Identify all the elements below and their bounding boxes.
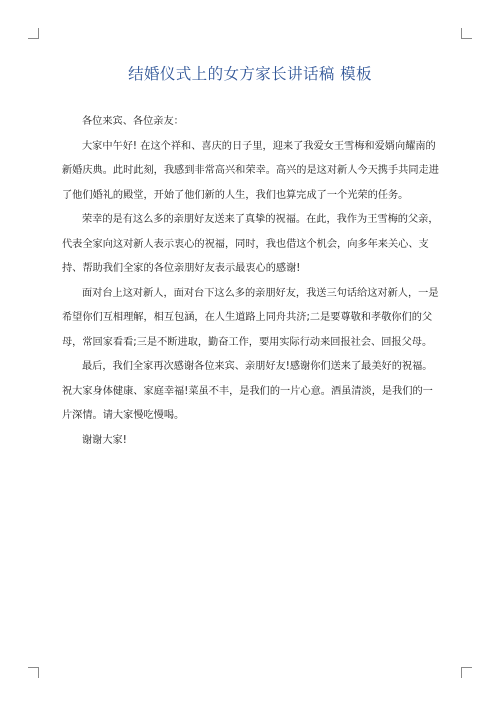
bottom-left-crop-mark [28,667,39,678]
paragraph-3: 面对台上这对新人，面对台下这么多的亲朋好友，我送三句话给这对新人，一是希望你们互相理解，相互包涵，在人生道路上同舟共济;二是要尊敬和孝敬你们的父母，常回家看看;三是不断进取，勤奋工作，要用实际行动来回报社会、回报父母。 [62,287,439,348]
document-body [62,110,442,453]
paragraph-1: 大家中午好! 在这个祥和、喜庆的日子里，迎来了我爱女王雪梅和爱婿向耀南的新婚庆典。此时此刻，我感到非常高兴和荣幸。高兴的是这对新人今天携手共同走进了他们婚礼的殿堂，开始了他们新的人生，我们也算完成了一个光荣的任务。 [62,140,439,201]
closing-line: 谢谢大家! [82,434,127,446]
top-right-crop-mark [461,28,472,39]
bottom-right-crop-mark [461,667,472,678]
paragraph-4: 最后，我们全家再次感谢各位来宾、亲朋好友!感谢你们送来了最美好的祝福。祝大家身体健康、家庭幸福!菜虽不丰，是我们的一片心意。酒虽清淡，是我们的一片深情。请大家慢吃慢喝。 [62,361,433,421]
greeting-line: 各位来宾、各位亲友： [82,116,184,127]
document-title: 结婚仪式上的女方家长讲话稿 模板 [128,65,372,83]
top-left-crop-mark [28,28,39,39]
paragraph-2: 荣幸的是有这么多的亲朋好友送来了真挚的祝福。在此，我作为王雪梅的父亲，代表全家向这对新人表示衷心的祝福，同时，我也借这个机会，向多年来关心、支持、帮助我们全家的各位亲朋好友表示最衷心的感谢! [62,214,439,274]
